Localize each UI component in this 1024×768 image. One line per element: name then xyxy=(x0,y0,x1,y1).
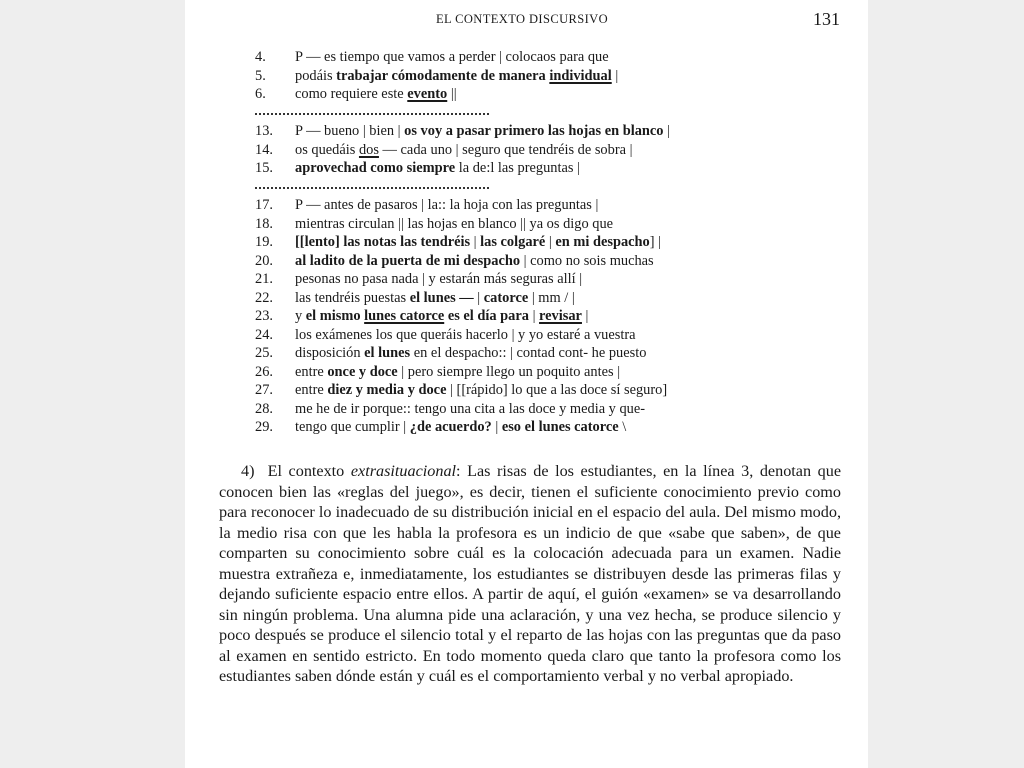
transcript-line xyxy=(255,159,855,178)
line-text: [[lento] las notas las tendréis | las colgaré | en mi despacho] | xyxy=(295,234,662,250)
line-number: 29. xyxy=(255,419,273,435)
line-text: aprovechad como siempre la de:l las preguntas | xyxy=(295,160,580,176)
book-page xyxy=(185,0,868,768)
line-number: 14. xyxy=(255,141,273,158)
transcript-line xyxy=(255,400,855,419)
line-number: 25. xyxy=(255,345,273,361)
transcript-line xyxy=(255,48,855,67)
transcript-line xyxy=(255,418,855,437)
line-number: 6. xyxy=(255,86,266,102)
line-text: los exámenes los que queráis hacerlo | y yo estaré a vuestra xyxy=(295,326,636,343)
transcript-line xyxy=(255,252,855,271)
transcript-line xyxy=(255,67,855,86)
line-text: como requiere este evento || xyxy=(295,86,457,102)
line-number: 28. xyxy=(255,400,273,417)
line-number: 4. xyxy=(255,49,266,65)
transcript-line xyxy=(255,270,855,289)
line-number: 23. xyxy=(255,308,273,324)
running-header-title: EL CONTEXTO DISCURSIVO xyxy=(436,12,608,26)
line-text: podáis trabajar cómodamente de manera individual | xyxy=(295,67,619,84)
transcript-line xyxy=(255,196,855,215)
transcript-line xyxy=(255,85,855,104)
line-text: disposición el lunes en el despacho:: | contad cont- he puesto xyxy=(295,345,647,361)
transcript-line xyxy=(255,122,855,141)
transcript-excerpt xyxy=(255,48,855,437)
line-text: y el mismo lunes catorce es el día para | revisar | xyxy=(295,308,589,324)
line-text: P — antes de pasaros | la:: la hoja con las preguntas | xyxy=(295,197,599,213)
body-text xyxy=(219,461,841,687)
line-text: P — es tiempo que vamos a perder | colocaos para que xyxy=(295,49,609,65)
running-header xyxy=(185,9,868,29)
transcript-line xyxy=(255,307,855,326)
page-number: 131 xyxy=(813,9,840,29)
line-text: tengo que cumplir | ¿de acuerdo? | eso el lunes catorce \ xyxy=(295,419,627,435)
omission-dots xyxy=(255,178,855,197)
line-number: 18. xyxy=(255,215,273,232)
line-text: os quedáis dos — cada uno | seguro que tendréis de sobra | xyxy=(295,141,633,158)
line-number: 20. xyxy=(255,252,273,269)
line-number: 19. xyxy=(255,234,273,250)
line-number: 22. xyxy=(255,289,273,306)
line-number: 26. xyxy=(255,363,273,380)
transcript-line xyxy=(255,289,855,308)
line-text: al ladito de la puerta de mi despacho | como no sois muchas xyxy=(295,252,654,269)
line-text: pesonas no pasa nada | y estarán más seguras allí | xyxy=(295,271,583,287)
transcript-line xyxy=(255,381,855,400)
line-number: 5. xyxy=(255,67,266,84)
line-text: entre diez y media y doce | [[rápido] lo que a las doce sí seguro] xyxy=(295,382,668,398)
line-text: mientras circulan || las hojas en blanco || ya os digo que xyxy=(295,215,614,232)
transcript-line xyxy=(255,363,855,382)
line-text: P — bueno | bien | os voy a pasar primero las hojas en blanco | xyxy=(295,123,670,139)
line-text: me he de ir porque:: tengo una cita a las doce y media y que- xyxy=(295,400,646,417)
transcript-line xyxy=(255,326,855,345)
line-text: las tendréis puestas el lunes — | catorce | mm / | xyxy=(295,289,575,306)
transcript-line xyxy=(255,215,855,234)
line-number: 13. xyxy=(255,123,273,139)
line-number: 27. xyxy=(255,382,273,398)
line-number: 21. xyxy=(255,271,273,287)
omission-dots xyxy=(255,104,855,123)
line-number: 24. xyxy=(255,326,273,343)
line-text: entre once y doce | pero siempre llego un poquito antes | xyxy=(295,363,621,380)
transcript-line xyxy=(255,344,855,363)
transcript-line xyxy=(255,141,855,160)
paragraph-extrasituacional: 4) El contexto extrasituacional: Las risas de los estudiantes, en la línea 3, denotan que conocen bien las «reglas del juego», es decir, tienen el suficiente conocimiento previo como para reconocer lo inadecuado de su distribución inicial en el espacio del aula. Del mismo modo, la medio risa con que les habla la profesora es un indicio de que «sabe que saben», de que comparten su conocimiento sobre cuál es la colocación adecuada para un examen. Nadie muestra extrañeza e, inmediatamente, los estudiantes se distribuyen desde las primeras filas y dejando suficiente espacio entre ellos. A partir de aquí, el guión «examen» se va desarrollando sin ningún problema. Una alumna pide una aclaración, y una vez hecha, se produce silencio y poco después se produce el silencio total y el reparto de las hojas con las preguntas que da paso al examen en sentido estricto. En todo momento queda claro que tanto la profesora como los estudiantes saben dónde están y cuál es el comportamiento verbal y no verbal apropiado. xyxy=(219,462,842,685)
line-number: 15. xyxy=(255,160,273,176)
transcript-line xyxy=(255,233,855,252)
line-number: 17. xyxy=(255,197,273,213)
